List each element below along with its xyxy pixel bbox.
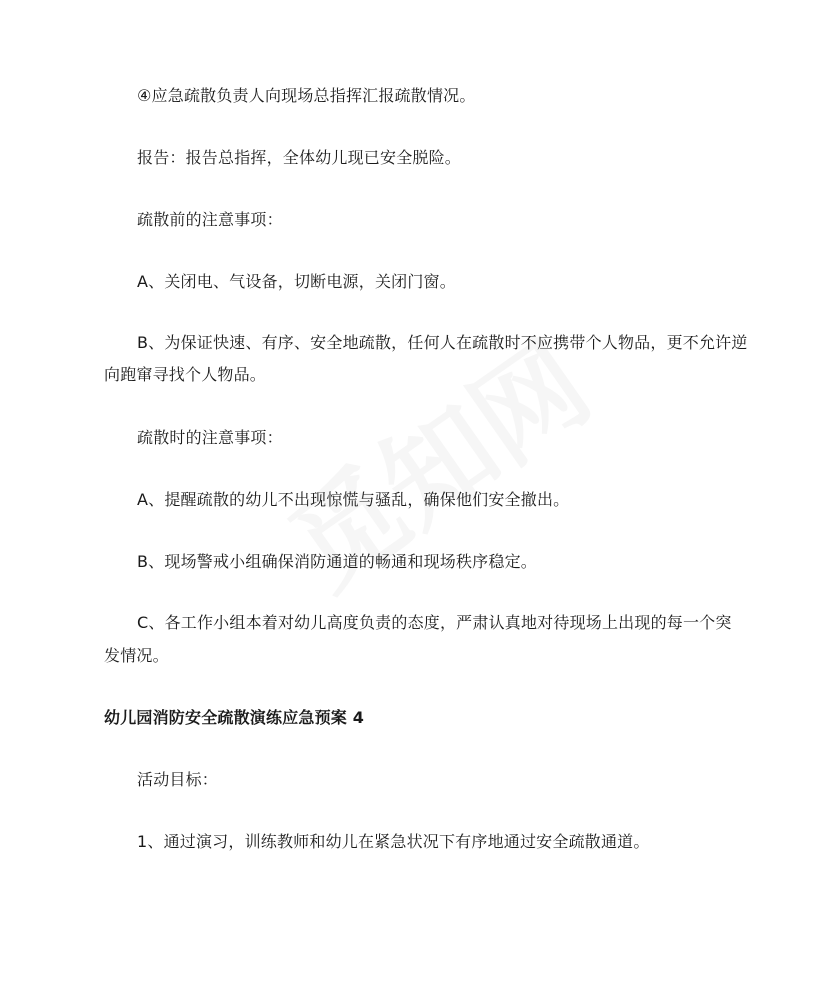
paragraph-before-item-b-line1: B、为保证快速、有序、安全地疏散，任何人在疏散时不应携带个人物品，更不允许逆 <box>137 333 748 352</box>
paragraph-evacuation-report-step: ④应急疏散负责人向现场总指挥汇报疏散情况。 <box>137 86 476 105</box>
paragraph-during-item-c-line2: 发情况。 <box>104 646 169 665</box>
paragraph-activity-goal-heading: 活动目标： <box>137 770 219 789</box>
paragraph-goal-item-1: 1、通过演习，训练教师和幼儿在紧急状况下有序地通过安全疏散通道。 <box>137 832 650 851</box>
paragraph-during-item-a: A、提醒疏散的幼儿不出现惊慌与骚乱，确保他们安全撤出。 <box>137 490 570 509</box>
paragraph-during-item-b: B、现场警戒小组确保消防通道的畅通和现场秩序稳定。 <box>137 552 537 571</box>
paragraph-during-item-c-line1: C、各工作小组本着对幼儿高度负责的态度，严肃认真地对待现场上出现的每一个突 <box>137 613 732 632</box>
paragraph-before-item-b-line2: 向跑窜寻找个人物品。 <box>104 365 267 384</box>
paragraph-before-item-a: A、关闭电、气设备，切断电源，关闭门窗。 <box>137 272 456 291</box>
paragraph-report: 报告：报告总指挥，全体幼儿现已安全脱险。 <box>137 148 462 167</box>
paragraph-during-evacuation-heading: 疏散时的注意事项： <box>137 428 283 447</box>
paragraph-before-evacuation-heading: 疏散前的注意事项： <box>137 210 283 229</box>
section-heading: 幼儿园消防安全疏散演练应急预案 4 <box>104 708 365 727</box>
